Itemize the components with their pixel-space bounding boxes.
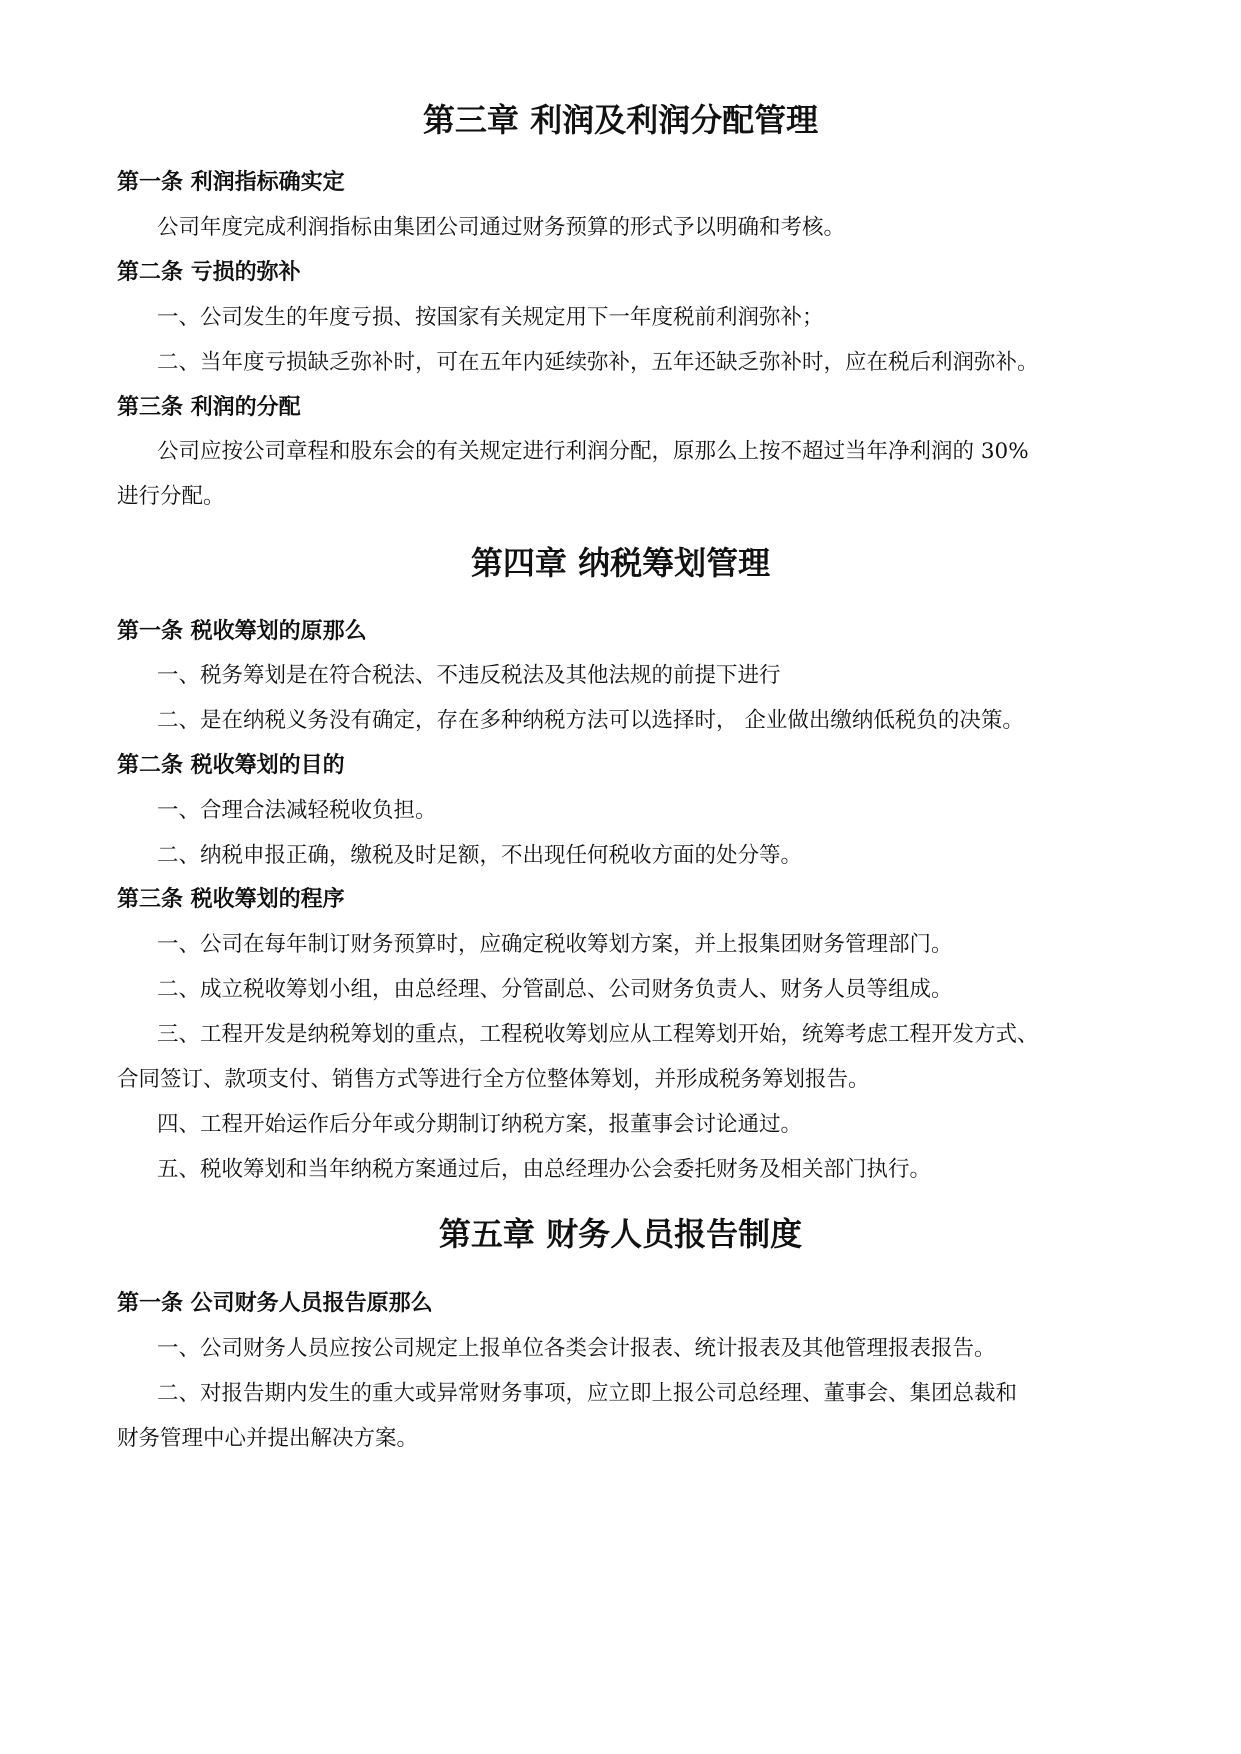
ch3-article-3-title: 第三条 利润的分配: [117, 395, 301, 420]
ch4-article-3-para-2: 二、成立税收筹划小组，由总经理、分管副总、公司财务负责人、财务人员等组成。: [157, 977, 953, 1002]
ch4-article-1-para-2: 二、是在纳税义务没有确定，存在多种纳税方法可以选择时， 企业做出缴纳低税负的决策。: [157, 708, 1024, 733]
ch3-article-1-title: 第一条 利润指标确实定: [117, 170, 345, 195]
chapter-4-title: 第四章 纳税筹划管理: [470, 544, 771, 582]
ch4-article-2-para-2: 二、纳税申报正确，缴税及时足额，不出现任何税收方面的处分等。: [157, 843, 803, 868]
ch4-article-1-title: 第一条 税收筹划的原那么: [117, 619, 367, 644]
ch3-article-2-title: 第二条 亏损的弥补: [117, 260, 301, 285]
ch3-article-1-para-1: 公司年度完成利润指标由集团公司通过财务预算的形式予以明确和考核。: [157, 215, 846, 240]
ch4-article-3-para-3b: 合同签订、款项支付、销售方式等进行全方位整体筹划，并形成税务筹划报告。: [117, 1067, 870, 1092]
ch4-article-3-para-5: 五、税收筹划和当年纳税方案通过后，由总经理办公会委托财务及相关部门执行。: [157, 1157, 932, 1182]
ch5-article-1-para-1: 一、公司财务人员应按公司规定上报单位各类会计报表、统计报表及其他管理报表报告。: [157, 1336, 996, 1361]
ch3-article-2-para-1: 一、公司发生的年度亏损、按国家有关规定用下一年度税前利润弥补；: [157, 305, 824, 330]
ch5-article-1-para-2b: 财务管理中心并提出解决方案。: [117, 1426, 419, 1451]
ch4-article-3-title: 第三条 税收筹划的程序: [117, 887, 345, 912]
ch5-article-1-para-2a: 二、对报告期内发生的重大或异常财务事项，应立即上报公司总经理、董事会、集团总裁和: [157, 1381, 1018, 1406]
chapter-3-title: 第三章 利润及利润分配管理: [422, 101, 819, 139]
ch3-article-2-para-2: 二、当年度亏损缺乏弥补时，可在五年内延续弥补，五年还缺乏弥补时，应在税后利润弥补。: [157, 350, 1039, 375]
chapter-5-title: 第五章 财务人员报告制度: [438, 1215, 803, 1253]
ch4-article-2-title: 第二条 税收筹划的目的: [117, 753, 345, 778]
ch4-article-3-para-1: 一、公司在每年制订财务预算时，应确定税收筹划方案，并上报集团财务管理部门。: [157, 932, 953, 957]
ch3-article-3-para-1b: 进行分配。: [117, 484, 225, 509]
ch4-article-1-para-1: 一、税务筹划是在符合税法、不违反税法及其他法规的前提下进行: [157, 663, 781, 688]
ch4-article-2-para-1: 一、合理合法减轻税收负担。: [157, 798, 437, 823]
ch5-article-1-title: 第一条 公司财务人员报告原那么: [117, 1291, 433, 1316]
ch3-article-3-para-1a: 公司应按公司章程和股东会的有关规定进行利润分配，原那么上按不超过当年净利润的 30%: [157, 439, 1029, 464]
ch4-article-3-para-3a: 三、工程开发是纳税筹划的重点，工程税收筹划应从工程筹划开始，统筹考虑工程开发方式、: [157, 1022, 1039, 1047]
ch4-article-3-para-4: 四、工程开始运作后分年或分期制订纳税方案，报董事会讨论通过。: [157, 1112, 803, 1137]
